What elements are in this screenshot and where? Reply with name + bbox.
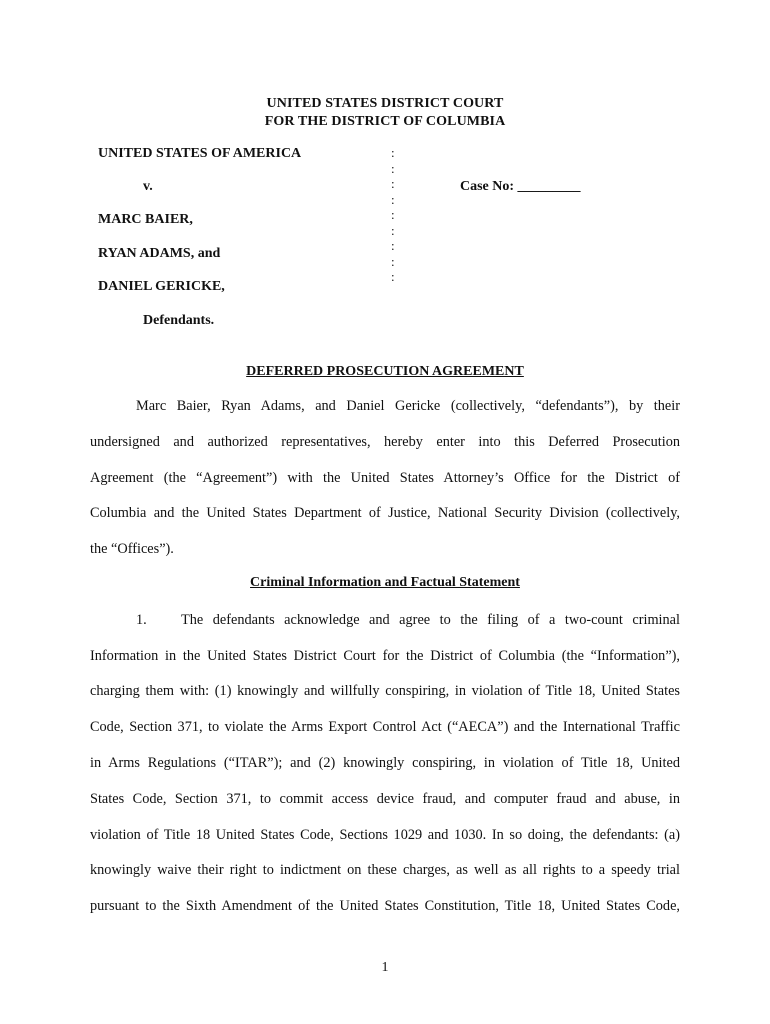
intro-line: Agreement (the “Agreement”) with the United States Attorney’s Office for the District of [90,470,680,486]
caption-colon: : [391,238,395,253]
paragraph-line: Code, Section 371, to violate the Arms Export Control Act (“AECA”) and the International Traffic [90,719,680,735]
paragraph-line: pursuant to the Sixth Amendment of the United States Constitution, Title 18, United States Code, [90,898,680,914]
court-district-line: FOR THE DISTRICT OF COLUMBIA [264,114,506,129]
caption-colon: : [391,145,395,160]
page-number: 1 [381,960,389,975]
document-title: DEFERRED PROSECUTION AGREEMENT [246,364,524,379]
paragraph-line: violation of Title 18 United States Code, Sections 1029 and 1030. In so doing, the defendants: (a) [90,827,680,843]
paragraph-line: Information in the United States District Court for the District of Columbia (the “Information”), [90,648,680,664]
intro-line: the “Offices”). [90,541,174,557]
caption-colon: : [391,191,395,207]
caption-colon: : [391,160,395,176]
caption-colon: : [391,207,395,222]
intro-line: Columbia and the United States Department of Justice, National Security Division (collectively, [90,505,680,521]
caption-plaintiff: UNITED STATES OF AMERICA [98,146,302,161]
caption-colon: : [391,253,395,269]
caption-colon: : [391,269,395,284]
caption-colon: : [391,176,395,191]
paragraph-line: The defendants acknowledge and agree to the filing of a two-count criminal [181,612,680,628]
caption-defendant-1: MARC BAIER, [98,212,193,227]
intro-line: Marc Baier, Ryan Adams, and Daniel Gericke (collectively, “defendants”), by their [136,398,680,414]
caption-defendants-label: Defendants. [143,313,215,328]
caption-colon-divider [391,145,401,285]
paragraph-number: 1. [136,612,147,628]
intro-line: undersigned and authorized representatives, hereby enter into this Deferred Prosecution [90,434,680,450]
caption-versus: v. [143,179,153,194]
court-name-line: UNITED STATES DISTRICT COURT [266,96,504,111]
caption-defendant-2: RYAN ADAMS, and [98,246,221,261]
paragraph-line: charging them with: (1) knowingly and willfully conspiring, in violation of Title 18, United States [90,683,680,699]
case-number: Case No: _________ [460,179,581,194]
paragraph-line: States Code, Section 371, to commit access device fraud, and computer fraud and abuse, in [90,791,680,807]
paragraph-line: knowingly waive their right to indictment on these charges, as well as all rights to a speedy trial [90,862,680,878]
paragraph-line: in Arms Regulations (“ITAR”); and (2) knowingly conspiring, in violation of Title 18, United [90,755,680,771]
caption-defendant-3: DANIEL GERICKE, [98,279,225,294]
caption-colon: : [391,222,395,238]
section-heading: Criminal Information and Factual Statement [250,575,520,590]
